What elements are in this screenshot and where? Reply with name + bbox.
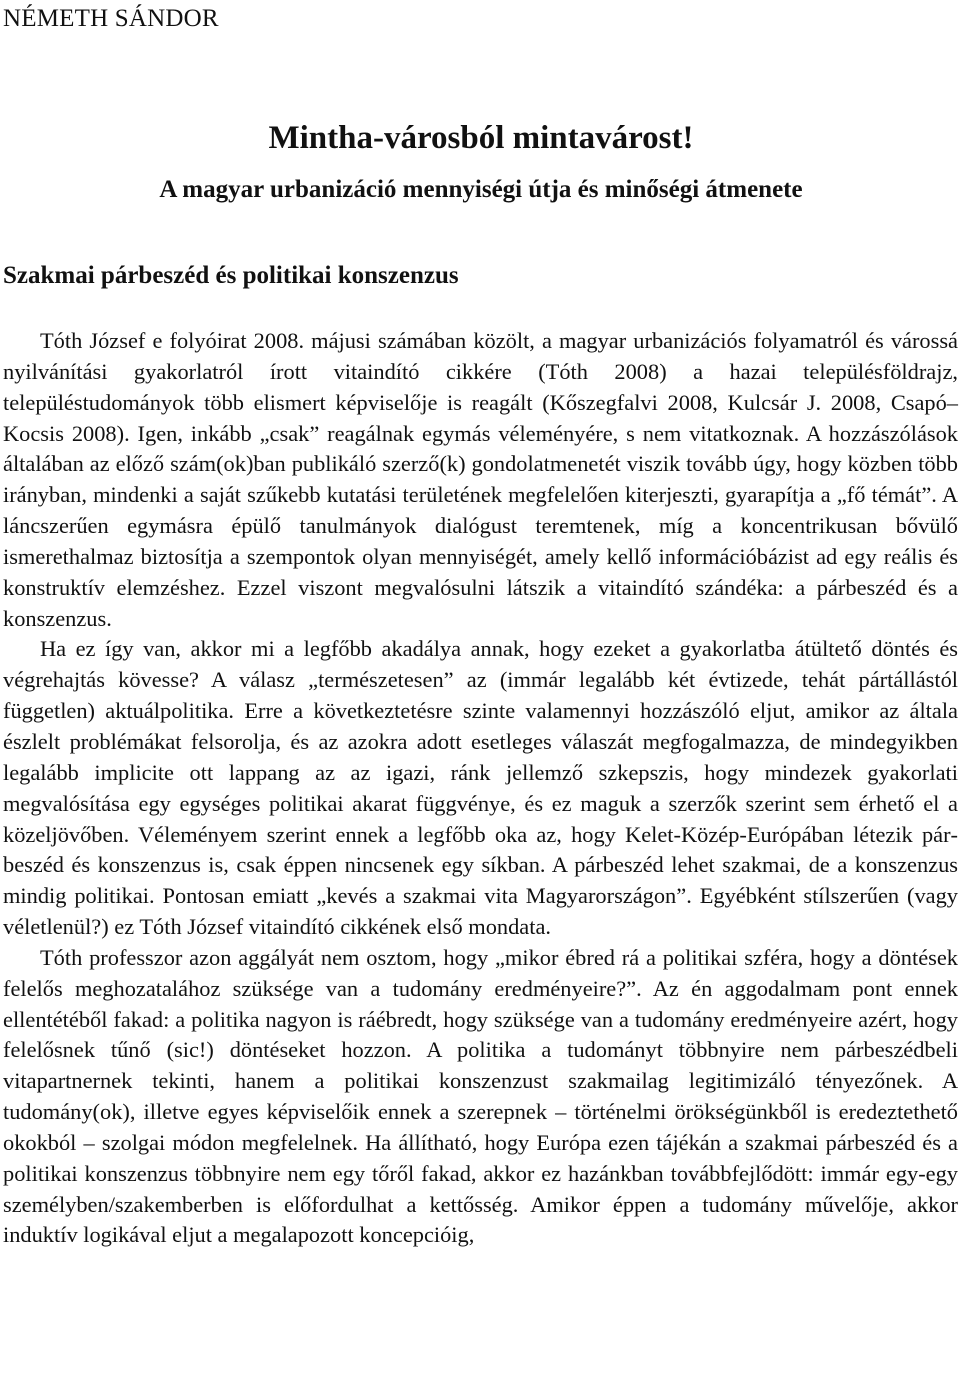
section-heading: Szakmai párbeszéd és politikai konszenzus (3, 262, 459, 289)
paragraph: Tóth József e folyóirat 2008. májusi számában közölt, a magyar urbanizációs folyamatról és várossá nyilvánítási gyakorlatról írott vitaindító cikkére (Tóth 2008) a hazai településföldrajz, településtudományok több elismert képviselője is reagált (Kőszegfalvi 2008, Kulcsár J. 2008, Csapó–Kocsis 2008). Igen, inkább „csak” reagálnak egymás véleményére, s nem vitatkoznak. A hozzászólások általában az előző szám(ok)ban publikáló szerző(k) gondolatmenetét viszik tovább úgy, hogy közben több irányban, mindenki a saját szűkebb kutatási területének megfelelően kiterjeszti, gyarapítja a „fő témát”. A láncszerűen egymásra épülő tanulmányok dialógust teremtenek, míg a koncentrikusan bővülő ismerethalmaz biztosítja a szempontok olyan mennyiségét, amely kellő információbázist ad egy reális és konstruktív elemzéshez. Ezzel viszont megvalósulni látszik a vitaindító szándéka: a párbeszéd és a konszenzus. (3, 328, 958, 631)
article-body (3, 326, 958, 1251)
article-title: Mintha-városból mintavárost! (268, 120, 694, 156)
paragraph: Ha ez így van, akkor mi a legfőbb akadálya annak, hogy ezeket a gyakorlatba átültető döntés és végrehajtás kövesse? A válasz „természetesen” az (immár legalább két évtizede, tehát pártállástól független) aktuálpolitika. Erre a következtetésre szinte valamennyi hozzászóló eljut, amikor az általa észlelt problémákat felsorolja, és az azokra adott esetleges válaszát megfogalmazza, de mindegyikben legalább implicite ott lappang az az igazi, ránk jellemző szkepszis, hogy mindezek gyakorlati megvalósítása egy egységes politikai akarat függvénye, és ez maguk a szerzők szerint sem érhető el a közeljövőben. Véleményem szerint ennek a legfőbb oka az, hogy Kelet-Közép-Európában létezik párbeszéd és konszenzus is, csak éppen nincsenek egy síkban. A párbeszéd lehet szakmai, de a konszenzus mindig politikai. Pontosan emiatt „kevés a szakmai vita Magyarországon”. Egyébként stílszerűen (vagy véletlenül?) ez Tóth József vitaindító cikkének első mondata. (3, 636, 958, 940)
article-subtitle: A magyar urbanizáció mennyiségi útja és minőségi átmenete (159, 176, 803, 203)
paragraph: Tóth professzor azon aggályát nem osztom, hogy „mikor ébred rá a politikai szféra, hogy a döntések felelős meghozatalához szüksége van a tudomány eredményeire?”. Az én aggodalmam pont ennek ellentétéből fakad: a politika nagyon is ráébredt, hogy szüksége van a tudomány eredményeire azért, hogy felelősnek tűnő (sic!) döntéseket hozzon. A politika a tudományt többnyire nem párbeszédbeli vitapartnernek tekinti, hanem a politikai konszenzust szakmailag legitimizáló tényezőnek. A tudomány(ok), illetve egyes képviselőik ennek a szerepnek – történelmi örökségünkből is eredeztethető okokból – szolgai módon megfelelnek. Ha állítható, hogy Európa ezen tájékán a szakmai párbeszéd és a politikai konszenzus többnyire nem egy tőről fakad, akkor ez hazánkban továbbfejlődött: immár egy-egy személyben/szakemberben is előfordulhat a kettősség. Amikor éppen a tudomány művelője, akkor induktív logikával eljut a megalapozott koncepcióig, (3, 944, 958, 1248)
author-name: NÉMETH SÁNDOR (3, 5, 219, 32)
